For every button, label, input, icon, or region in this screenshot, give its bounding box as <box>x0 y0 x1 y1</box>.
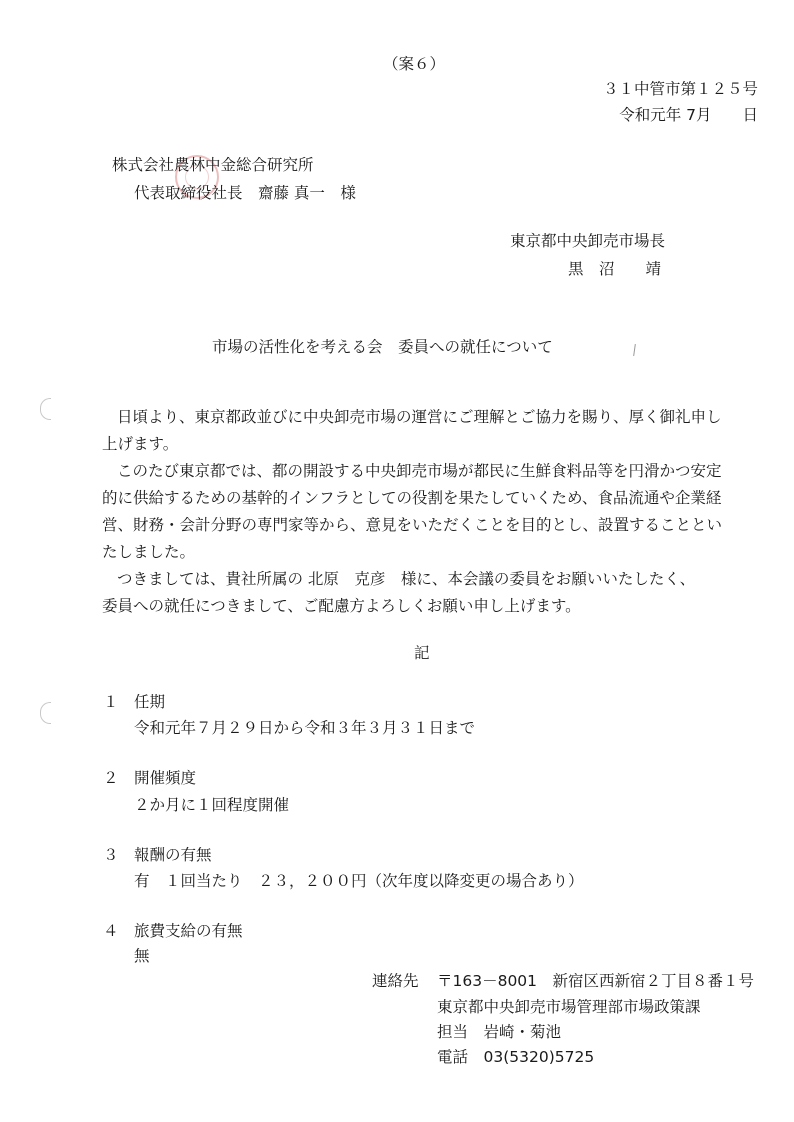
body-line: 委員への就任につきまして、ご配慮方よろしくお願い申し上げます。 <box>102 597 581 615</box>
body-line: 上げます。 <box>102 435 179 453</box>
subject-line: 市場の活性化を考える会 委員への就任について <box>212 338 553 356</box>
item-value: 有 １回当たり ２３，２００円（次年度以降変更の場合あり） <box>134 872 584 890</box>
item-number: ３ <box>103 846 119 864</box>
item-number: ４ <box>103 922 119 940</box>
contact-department: 東京都中央卸売市場管理部市場政策課 <box>437 998 701 1016</box>
document-number: ３１中管市第１２５号 <box>602 80 758 98</box>
item-value: 無 <box>134 947 150 965</box>
item-number: １ <box>103 693 119 711</box>
punch-hole-mark <box>40 398 51 420</box>
ki-heading: 記 <box>414 644 430 662</box>
punch-hole-mark <box>40 702 51 724</box>
item-title: 報酬の有無 <box>134 846 212 864</box>
scan-mark <box>633 344 636 356</box>
body-line: つきましては、貴社所属の 北原 克彦 様に、本会議の委員をお願いいたしたく、 <box>117 570 696 588</box>
body-line: このたび東京都では、都の開設する中央卸売市場が都民に生鮮食料品等を円滑かつ安定 <box>117 462 722 480</box>
item-value: 令和元年７月２９日から令和３年３月３１日まで <box>134 719 476 737</box>
item-number: ２ <box>103 769 119 787</box>
contact-label: 連絡先 <box>372 972 419 990</box>
body-line: 営、財務・会計分野の専門家等から、意見をいただくことを目的とし、設置することとい <box>102 516 723 534</box>
body-line: 的に供給するための基幹的インフラとしての役割を果たしていくため、食品流通や企業経 <box>102 489 722 507</box>
document-date: 令和元年 7月 日 <box>619 106 758 124</box>
contact-phone: 電話 03(5320)5725 <box>437 1048 595 1066</box>
body-line: 日頃より、東京都政並びに中央卸売市場の運営にご理解とご協力を賜り、厚く御礼申し <box>117 408 722 426</box>
sender-name: 黒 沼 靖 <box>568 260 662 278</box>
item-title: 開催頻度 <box>134 769 197 787</box>
draft-label: （案６） <box>383 55 446 73</box>
sender-title: 東京都中央卸売市場長 <box>510 232 666 250</box>
item-value: ２か月に１回程度開催 <box>134 796 290 814</box>
addressee-company: 株式会社農林中金総合研究所 <box>112 156 314 174</box>
item-title: 旅費支給の有無 <box>134 922 243 940</box>
body-line: たしました。 <box>102 543 196 561</box>
item-title: 任期 <box>134 693 166 711</box>
contact-staff: 担当 岩崎・菊池 <box>437 1023 562 1041</box>
addressee-person: 代表取締役社長 齋藤 真一 様 <box>134 184 356 202</box>
contact-address: 〒163－8001 新宿区西新宿２丁目８番１号 <box>437 972 755 990</box>
